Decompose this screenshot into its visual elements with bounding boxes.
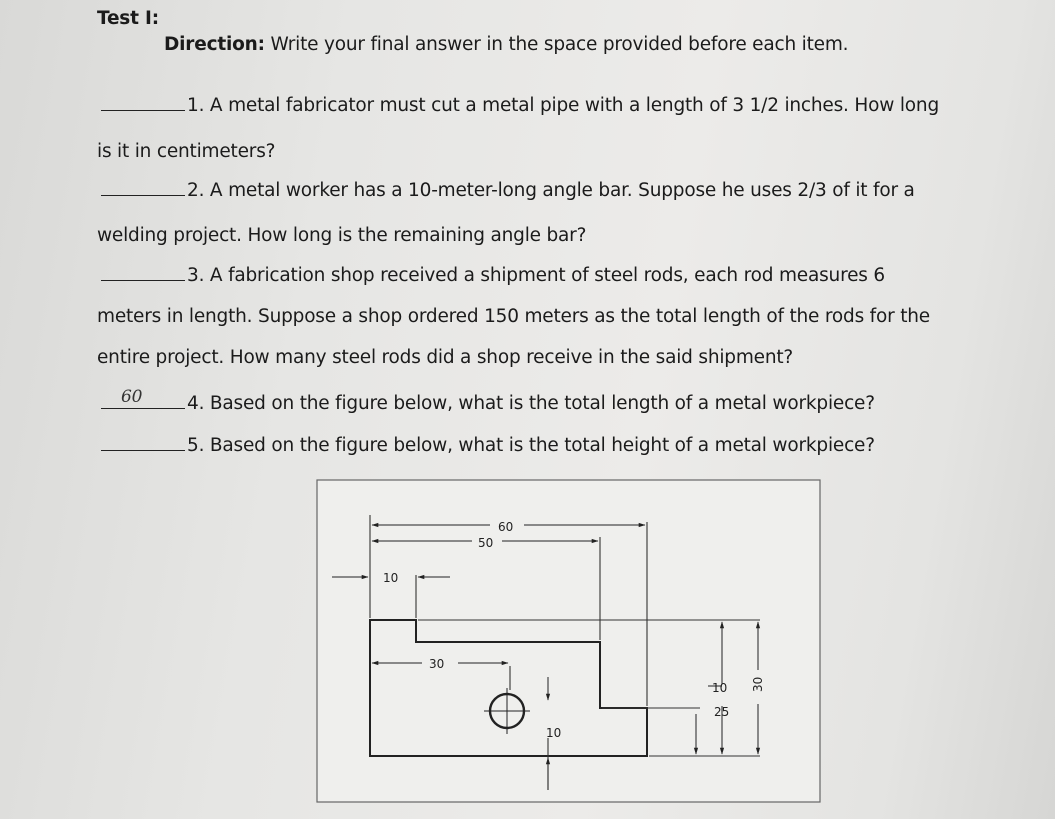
item-3-line-3: entire project. How many steel rods did a shop receive in the said shipment? (97, 347, 794, 368)
item-3-line-2: meters in length. Suppose a shop ordered 150 meters as the total length of the rods for the (97, 306, 930, 327)
direction-label: Direction: (164, 34, 265, 55)
item-1-text: 1. A metal fabricator must cut a metal pipe with a length of 3 1/2 inches. How long (187, 95, 939, 116)
dim-label-10-bottom: 10 (546, 726, 562, 740)
item-5-text: 5. Based on the figure below, what is the total height of a metal workpiece? (187, 435, 875, 456)
dim-label-10-step: 10 (383, 571, 399, 585)
item-3-text: 3. A fabrication shop received a shipment of steel rods, each rod measures 6 (187, 265, 885, 286)
item-2-line-2: welding project. How long is the remaining angle bar? (97, 225, 587, 246)
dim-label-60: 60 (498, 520, 514, 534)
direction-text: Write your final answer in the space provided before each item. (264, 34, 849, 55)
item-2-text: 2. A metal worker has a 10-meter-long angle bar. Suppose he uses 2/3 of it for a (187, 180, 915, 201)
dim-label-10-right: 10 (712, 681, 728, 695)
test-heading: Test I: (97, 8, 159, 29)
dim-label-30-total: 30 (751, 676, 765, 692)
item-1-line-2: is it in centimeters? (97, 141, 276, 162)
item-4-text: 4. Based on the figure below, what is the total length of a metal workpiece? (187, 393, 875, 414)
dim-label-25: 25 (714, 705, 730, 719)
dim-label-30-hole: 30 (429, 657, 445, 671)
dim-label-50: 50 (478, 536, 494, 550)
handwritten-answer-4: 60 (121, 387, 143, 407)
